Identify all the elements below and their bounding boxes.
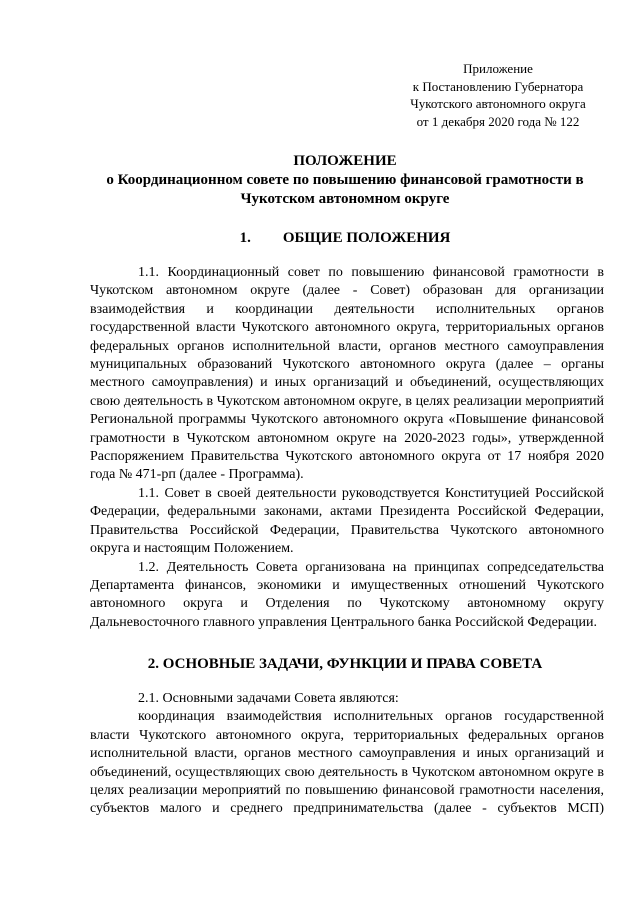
appendix-line-1: Приложение — [463, 61, 533, 76]
document-title — [80, 152, 610, 209]
title-heading: ПОЛОЖЕНИЕ — [293, 153, 397, 169]
section-2-body — [90, 690, 604, 819]
section-2-heading: 2. ОСНОВНЫЕ ЗАДАЧИ, ФУНКЦИИ И ПРАВА СОВЕТА — [147, 656, 543, 672]
appendix-header — [398, 60, 598, 130]
title-subtitle-line-1: о Координационном совете по повышению финансовой грамотности в — [106, 172, 584, 188]
paragraph-1-1b: 1.1. Совет в своей деятельности руководствуется Конституцией Российской Федерации, федеральными законами, актами Президента Российской Федерации, Правительства Российской Федерации, Правительства Чукотского автономного округа и настоящим Положением. — [90, 485, 604, 557]
appendix-line-4: от 1 декабря 2020 года № 122 — [416, 113, 580, 129]
section-1-title: ОБЩИЕ ПОЛОЖЕНИЯ — [282, 230, 451, 246]
paragraph-1-1: 1.1. Координационный совет по повышению финансовой грамотности в Чукотском автономном округе (далее - Совет) образован для организации взаимодействия и координации деятельности исполнительных органов государственной власти Чукотского автономного округа, территориальных органов федеральных органов исполнительной власти, органов местного самоуправления муниципальных образований Чукотского автономного округа (далее – органы местного самоуправления) и иных организаций и объединений, осуществляющих свою деятельность в Чукотском автономном округе, в целях реализации мероприятий Региональной программы Чукотского автономного округа «Повышение финансовой грамотности в Чукотском автономном округе на 2020-2023 годы», утвержденной Распоряжением Правительства Чукотского автономного округа от 17 ноября 2020 года № 471-рп (далее - Программа). — [90, 265, 604, 483]
title-subtitle-line-2: Чукотском автономном округе — [240, 191, 450, 207]
appendix-line-3: Чукотского автономного округа — [410, 96, 586, 111]
section-1-body — [90, 264, 604, 632]
section-1-heading — [80, 230, 610, 247]
paragraph-2-1-item: координация взаимодействия исполнительных органов государственной власти Чукотского автономного округа, территориальных федеральных органов исполнительной власти, органов местного самоуправления и иных организаций и объединений, осуществляющих свою деятельность в Чукотском автономном округе в целях реализации мероприятий по повышению финансовой грамотности населения, субъектов малого и среднего предпринимательства (далее - субъектов МСП) — [90, 709, 604, 817]
section-1-number: 1. — [239, 230, 251, 246]
appendix-line-2: к Постановлению Губернатора — [412, 78, 584, 94]
paragraph-2-1: 2.1. Основными задачами Совета являются: — [138, 691, 399, 706]
paragraph-1-2: 1.2. Деятельность Совета организована на принципах сопредседательства Департамента финансов, экономики и имущественных отношений Чукотского автономного округа и Отделения по Чукотскому автономному округу Дальневосточного главного управления Центрального банка Российской Федерации. — [90, 559, 604, 630]
